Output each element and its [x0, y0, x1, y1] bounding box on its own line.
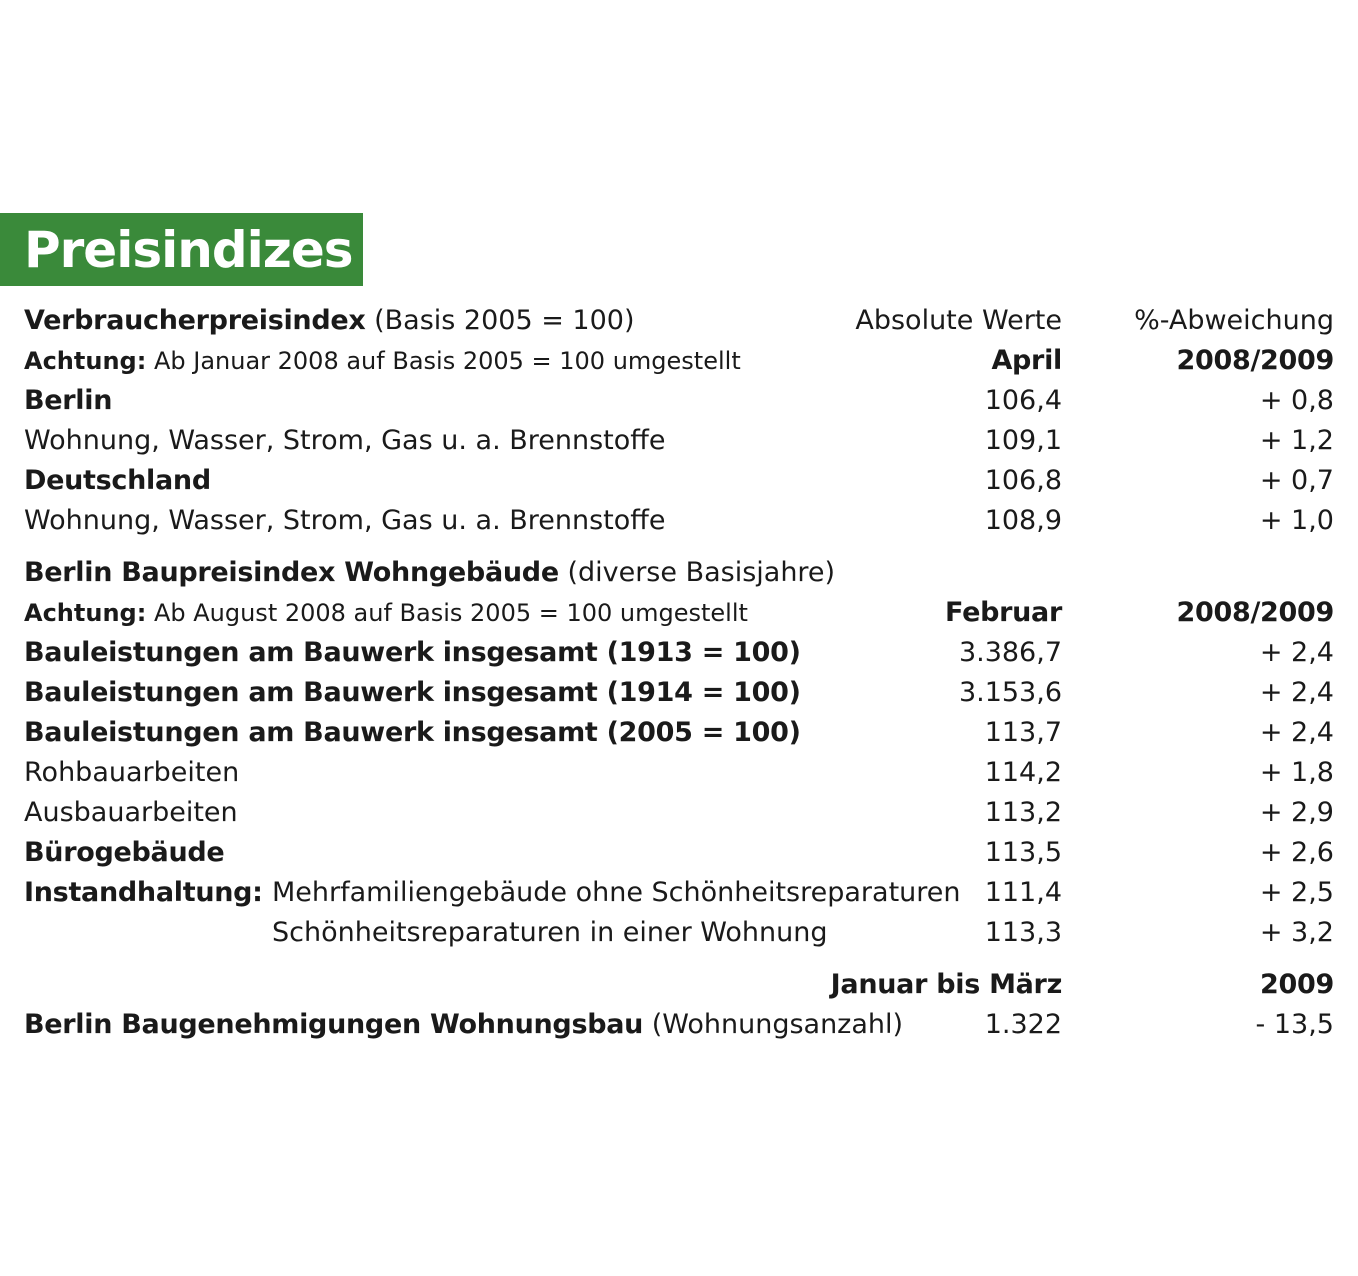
row-value: 113,7	[984, 717, 1062, 748]
row-value: 113,2	[984, 797, 1062, 828]
table-row	[24, 833, 1334, 873]
bg-header-row	[24, 965, 1334, 1005]
row-label: Deutschland	[24, 465, 211, 496]
row-label: Berlin	[24, 385, 113, 416]
row-label: Mehrfamiliengebäude ohne Schönheitsreparaturen	[272, 877, 961, 908]
row-value: 108,9	[984, 505, 1062, 536]
row-change: + 2,5	[1259, 877, 1334, 908]
row-label: Wohnung, Wasser, Strom, Gas u. a. Brennstoffe	[24, 425, 666, 456]
bg-period: Januar bis März	[830, 969, 1062, 1000]
col-header-absolute: Absolute Werte	[855, 305, 1062, 336]
page-title: Preisindizes	[24, 220, 353, 279]
row-label: Schönheitsreparaturen in einer Wohnung	[272, 917, 828, 948]
bg-year: 2009	[1260, 969, 1334, 1000]
row-change: - 13,5	[1255, 1009, 1334, 1040]
table-row	[24, 633, 1334, 673]
vpi-period: April	[991, 345, 1062, 376]
vpi-heading: Verbraucherpreisindex (Basis 2005 = 100)	[24, 305, 635, 336]
col-header-percent: %-Abweichung	[1134, 305, 1334, 336]
table-row	[24, 1005, 1334, 1045]
row-change: + 2,9	[1259, 797, 1334, 828]
row-label: Bürogebäude	[24, 837, 225, 868]
table-row	[24, 381, 1334, 421]
row-value: 106,8	[984, 465, 1062, 496]
instandhaltung-label: Instandhaltung:	[24, 877, 263, 908]
row-label: Rohbauarbeiten	[24, 757, 240, 788]
row-value: 1.322	[984, 1009, 1062, 1040]
row-label: Bauleistungen am Bauwerk insgesamt (1914 = 100)	[24, 677, 801, 708]
row-value: 111,4	[984, 877, 1062, 908]
row-change: + 2,4	[1259, 637, 1334, 668]
bpi-heading: Berlin Baupreisindex Wohngebäude (diverse Basisjahre)	[24, 557, 836, 588]
row-change: + 1,8	[1259, 757, 1334, 788]
table-row	[24, 421, 1334, 461]
table-row	[24, 753, 1334, 793]
bpi-note: Achtung: Ab August 2008 auf Basis 2005 = 100 umgestellt	[24, 599, 748, 627]
row-label: Berlin Baugenehmigungen Wohnungsbau (Wohnungsanzahl)	[24, 1009, 904, 1040]
table-row	[24, 713, 1334, 753]
vpi-years: 2008/2009	[1176, 345, 1334, 376]
row-change: + 2,6	[1259, 837, 1334, 868]
bpi-years: 2008/2009	[1176, 597, 1334, 628]
bpi-period: Februar	[945, 597, 1062, 628]
vpi-note-row	[24, 341, 1334, 381]
table-row	[24, 873, 1334, 913]
row-label: Wohnung, Wasser, Strom, Gas u. a. Brennstoffe	[24, 505, 666, 536]
row-value: 113,3	[984, 917, 1062, 948]
row-label: Bauleistungen am Bauwerk insgesamt (1913 = 100)	[24, 637, 801, 668]
row-change: + 2,4	[1259, 677, 1334, 708]
table-row	[24, 793, 1334, 833]
row-value: 3.153,6	[958, 677, 1062, 708]
row-value: 113,5	[984, 837, 1062, 868]
row-change: + 0,7	[1259, 465, 1334, 496]
row-value: 3.386,7	[958, 637, 1062, 668]
row-change: + 1,0	[1259, 505, 1334, 536]
row-label: Ausbauarbeiten	[24, 797, 238, 828]
row-change: + 1,2	[1259, 425, 1334, 456]
row-change: + 0,8	[1259, 385, 1334, 416]
table-row	[24, 461, 1334, 501]
row-value: 106,4	[984, 385, 1062, 416]
table-row	[24, 673, 1334, 713]
title-banner	[0, 213, 363, 286]
vpi-header-row	[24, 301, 1334, 341]
table-row	[24, 501, 1334, 541]
row-value: 114,2	[984, 757, 1062, 788]
vpi-note: Achtung: Ab Januar 2008 auf Basis 2005 = 100 umgestellt	[24, 347, 741, 375]
bpi-note-row	[24, 593, 1334, 633]
row-change: + 2,4	[1259, 717, 1334, 748]
row-label: Bauleistungen am Bauwerk insgesamt (2005 = 100)	[24, 717, 801, 748]
row-change: + 3,2	[1259, 917, 1334, 948]
bpi-header-row	[24, 553, 1334, 593]
table-row	[24, 913, 1334, 953]
row-value: 109,1	[984, 425, 1062, 456]
